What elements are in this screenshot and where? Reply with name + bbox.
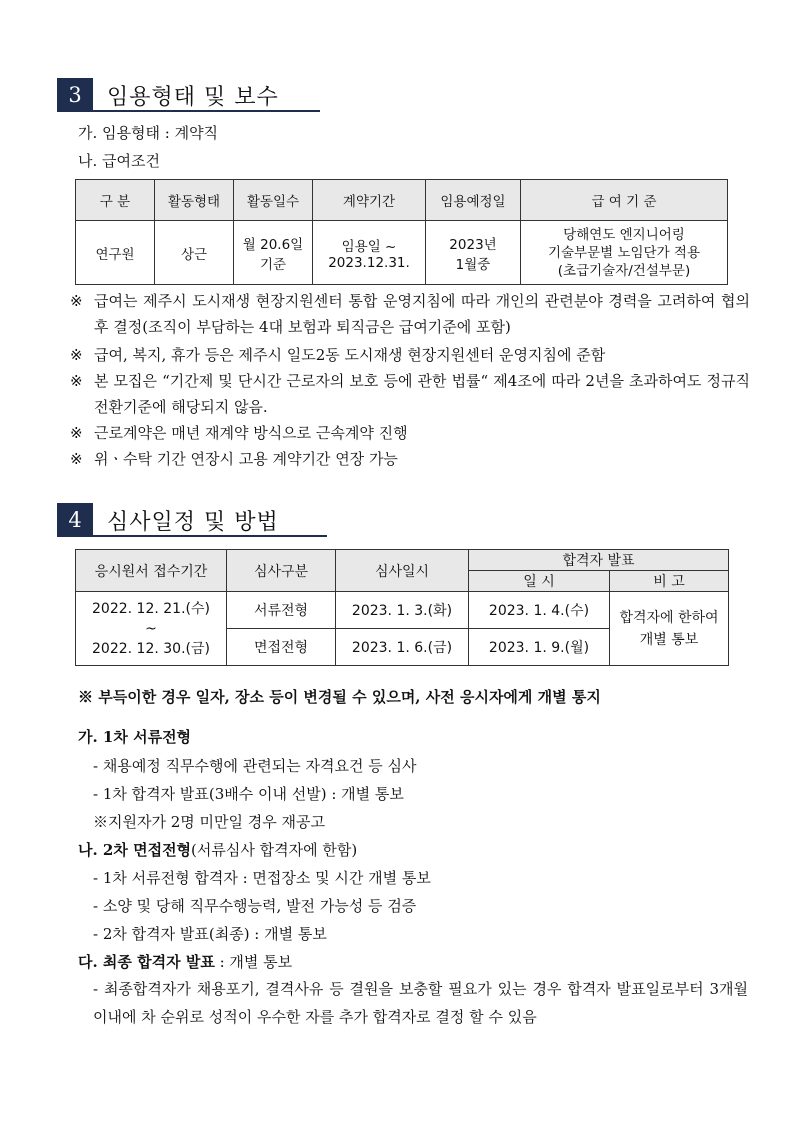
note-text: 급여는 제주시 도시재생 현장지원센터 통합 운영지침에 따라 개인의 관련분야 경력을 고려하여 협의 후 결정(조직이 부담하는 4대 보험과 퇴직금은 급여기준에 포함) [94, 292, 750, 336]
stage-2-title [78, 839, 357, 860]
stage-1-item: - 1차 합격자 발표(3배수 이내 선발) : 개별 통보 [93, 785, 404, 803]
th-review-type: 심사구분 [227, 550, 336, 592]
th-contract-period: 계약기간 [313, 180, 426, 221]
note-mark: ※ [70, 346, 83, 364]
th-remark: 비 고 [610, 571, 729, 592]
cell-contract-period [313, 221, 426, 285]
section-3-title: 임용형태 및 보수 [107, 84, 279, 110]
note-mark: ※ [70, 292, 83, 310]
stage-1-title: 가. 1차 서류전형 [78, 728, 192, 746]
note-3 [70, 372, 750, 424]
note-text: 위ㆍ수탁 기간 연장시 고용 계약기간 연장 가능 [94, 450, 398, 468]
stage-1-item: ※지원자가 2명 미만일 경우 재공고 [93, 813, 325, 831]
cell-activity-days [234, 221, 313, 285]
section-4-title: 심사일정 및 방법 [107, 509, 279, 535]
note-1 [70, 292, 750, 344]
th-receipt-period: 응시원서 접수기간 [76, 550, 227, 592]
th-gubun: 구 분 [76, 180, 155, 221]
final-title-rest: : 개별 통보 [214, 953, 293, 971]
cell-date: 2023. 1. 3.(화) [336, 592, 469, 629]
th-salary-standard: 급 여 기 준 [521, 180, 728, 221]
cell-announce: 2023. 1. 4.(수) [469, 592, 610, 629]
section-3-header [57, 78, 279, 112]
item-b-salary-conditions: 나. 급여조건 [78, 152, 160, 170]
period-line-2: 2023.12.31. [328, 254, 410, 271]
note-text: 급여, 복지, 휴가 등은 제주시 일도2동 도시재생 현장지원센터 운영지침에 준함 [94, 346, 606, 364]
section-4-header [57, 503, 279, 537]
cell-remark [610, 592, 729, 666]
cell-activity-type: 상근 [155, 221, 234, 285]
section-4-underline [57, 535, 327, 537]
stage-2-item: - 1차 서류전형 합격자 : 면접장소 및 시간 개별 통보 [93, 869, 431, 887]
stage-2-item: - 소양 및 당해 직무수행능력, 발전 가능성 등 검증 [93, 897, 417, 915]
note-mark: ※ [70, 450, 83, 468]
th-announce-date: 일 시 [469, 571, 610, 592]
item-a-employment-type: 가. 임용형태 : 계약직 [78, 124, 219, 142]
table-row [76, 221, 728, 285]
th-review-date: 심사일시 [336, 550, 469, 592]
days-line-2: 기준 [259, 256, 287, 273]
note-mark: ※ [70, 372, 83, 390]
salary-line-1: 당해연도 엔지니어링 [563, 226, 685, 243]
stage-2-item: - 2차 합격자 발표(최종) : 개별 통보 [93, 925, 327, 943]
receipt-start: 2022. 12. 21.(수) [92, 600, 210, 617]
note-text: 본 모집은 “기간제 및 단시간 근로자의 보호 등에 관한 법률“ 제4조에 따라 2년을 초과하여도 정규직 전환기준에 해당되지 않음. [94, 372, 750, 416]
cell-receipt-period [76, 592, 227, 666]
section-3-underline [57, 110, 320, 112]
cell-salary-standard [521, 221, 728, 285]
remark-line-1: 합격자에 한하여 [619, 609, 719, 626]
receipt-tilde: ~ [145, 620, 157, 637]
cell-type: 면접전형 [227, 629, 336, 666]
th-activity-type: 활동형태 [155, 180, 234, 221]
cell-date: 2023. 1. 6.(금) [336, 629, 469, 666]
stage-2-title-rest: (서류심사 합격자에 한함) [191, 841, 358, 859]
salary-table [75, 179, 728, 285]
salary-line-2: 기술부문별 노임단가 적용 [547, 244, 701, 261]
final-title [78, 951, 292, 972]
note-text: 근로계약은 매년 재계약 방식으로 근속계약 진행 [94, 424, 408, 442]
final-title-bold: 다. 최종 합격자 발표 [78, 953, 215, 971]
section-3-number: 3 [57, 78, 93, 112]
schedule-table [75, 549, 729, 666]
table-row [76, 592, 729, 629]
cell-start-date [426, 221, 521, 285]
remark-line-2: 개별 통보 [639, 631, 699, 648]
period-line-1: 임용일 ~ [341, 238, 397, 255]
days-line-1: 월 20.6일 [242, 236, 304, 253]
receipt-end: 2022. 12. 30.(금) [92, 640, 210, 657]
final-item-text: - 최종합격자가 채용포기, 결격사유 등 결원을 보충할 필요가 있는 경우 합격자 발표일로부터 3개월 이내에 차 순위로 성적이 우수한 자를 추가 합격자로 결정 할 수 있음 [93, 980, 748, 1026]
start-line-1: 2023년 [449, 236, 497, 253]
final-item [93, 979, 748, 1057]
note-mark: ※ [70, 424, 83, 442]
stage-1-item: - 채용예정 직무수행에 관련되는 자격요건 등 심사 [93, 757, 417, 775]
cell-type: 서류전형 [227, 592, 336, 629]
salary-line-3: (초급기술자/건설부문) [557, 262, 691, 279]
th-start-date: 임용예정일 [426, 180, 521, 221]
change-warning: ※ 부득이한 경우 일자, 장소 등이 변경될 수 있으며, 사전 응시자에게 개별 통지 [78, 688, 601, 706]
stage-2-title-bold: 나. 2차 면접전형 [78, 841, 192, 859]
th-activity-days: 활동일수 [234, 180, 313, 221]
note-5 [70, 450, 750, 476]
cell-gubun: 연구원 [76, 221, 155, 285]
cell-announce: 2023. 1. 9.(월) [469, 629, 610, 666]
start-line-2: 1월중 [455, 256, 491, 273]
section-4-number: 4 [57, 503, 93, 537]
th-announcement: 합격자 발표 [469, 550, 729, 571]
